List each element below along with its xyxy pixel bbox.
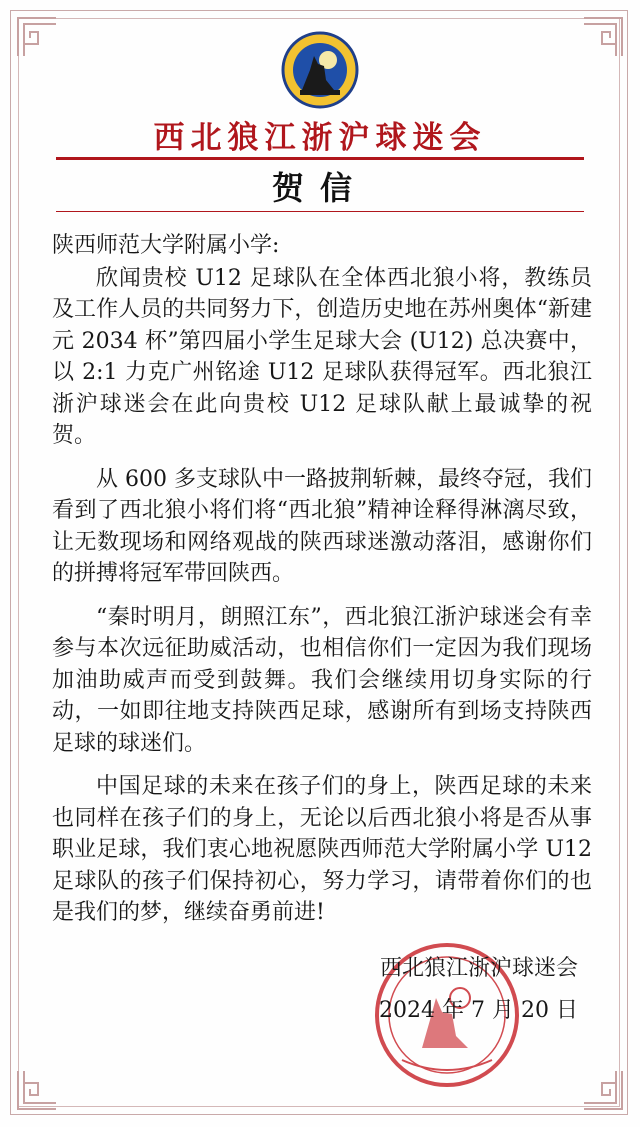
paragraph: 中国足球的未来在孩子们的身上，陕西足球的未来也同样在孩子们的身上，无论以后西北狼小将是否从事职业足球，我们衷心地祝愿陕西师范大学附属小学 U12 足球队的孩子们保持初心，努力学习，请带着你们的也是我们的梦，继续奋勇前进!	[52, 774, 592, 925]
paragraph: 从 600 多支球队中一路披荆斩棘，最终夺冠，我们看到了西北狼小将们将“西北狼”精神诠释得淋漓尽致，让无数现场和网络观战的陕西球迷激动落泪，感谢你们的拼搏将冠军带回陕西。	[52, 466, 592, 586]
title-divider-thin	[56, 211, 584, 212]
wolf-logo-icon	[280, 30, 360, 110]
corner-ornament-top-left	[14, 14, 60, 60]
letter-body	[52, 230, 592, 941]
signature-org: 西北狼江浙沪球迷会	[379, 956, 578, 981]
corner-ornament-bottom-right	[580, 1067, 626, 1113]
salutation: 陕西师范大学附属小学:	[52, 233, 280, 258]
title-divider	[56, 157, 584, 160]
letter-title: 贺信	[271, 169, 368, 207]
paragraph: 欣闻贵校 U12 足球队在全体西北狼小将，教练员及工作人员的共同努力下，创造历史地在苏州奥体“新建元 2034 杯”第四届小学生足球大会 (U12) 总决赛中，以 2:1 力克广州铭途 U12 足球队获得冠军。西北狼江浙沪球迷会在此向贵校 U12 足球队献上最诚挚的祝贺。	[52, 265, 592, 448]
corner-ornament-bottom-left	[14, 1067, 60, 1113]
corner-ornament-top-right	[580, 14, 626, 60]
signature-block	[379, 948, 578, 1032]
org-title: 西北狼江浙沪球迷会	[153, 120, 487, 156]
signature-date: 2024 年 7 月 20 日	[379, 998, 578, 1023]
paragraph: “秦时明月，朗照江东”，西北狼江浙沪球迷会有幸参与本次远征助威活动，也相信你们一定因为我们现场加油助威声而受到鼓舞。我们会继续用切身实际的行动，一如即往地支持陕西足球，感谢所有到场支持陕西足球的球迷们。	[52, 604, 592, 756]
